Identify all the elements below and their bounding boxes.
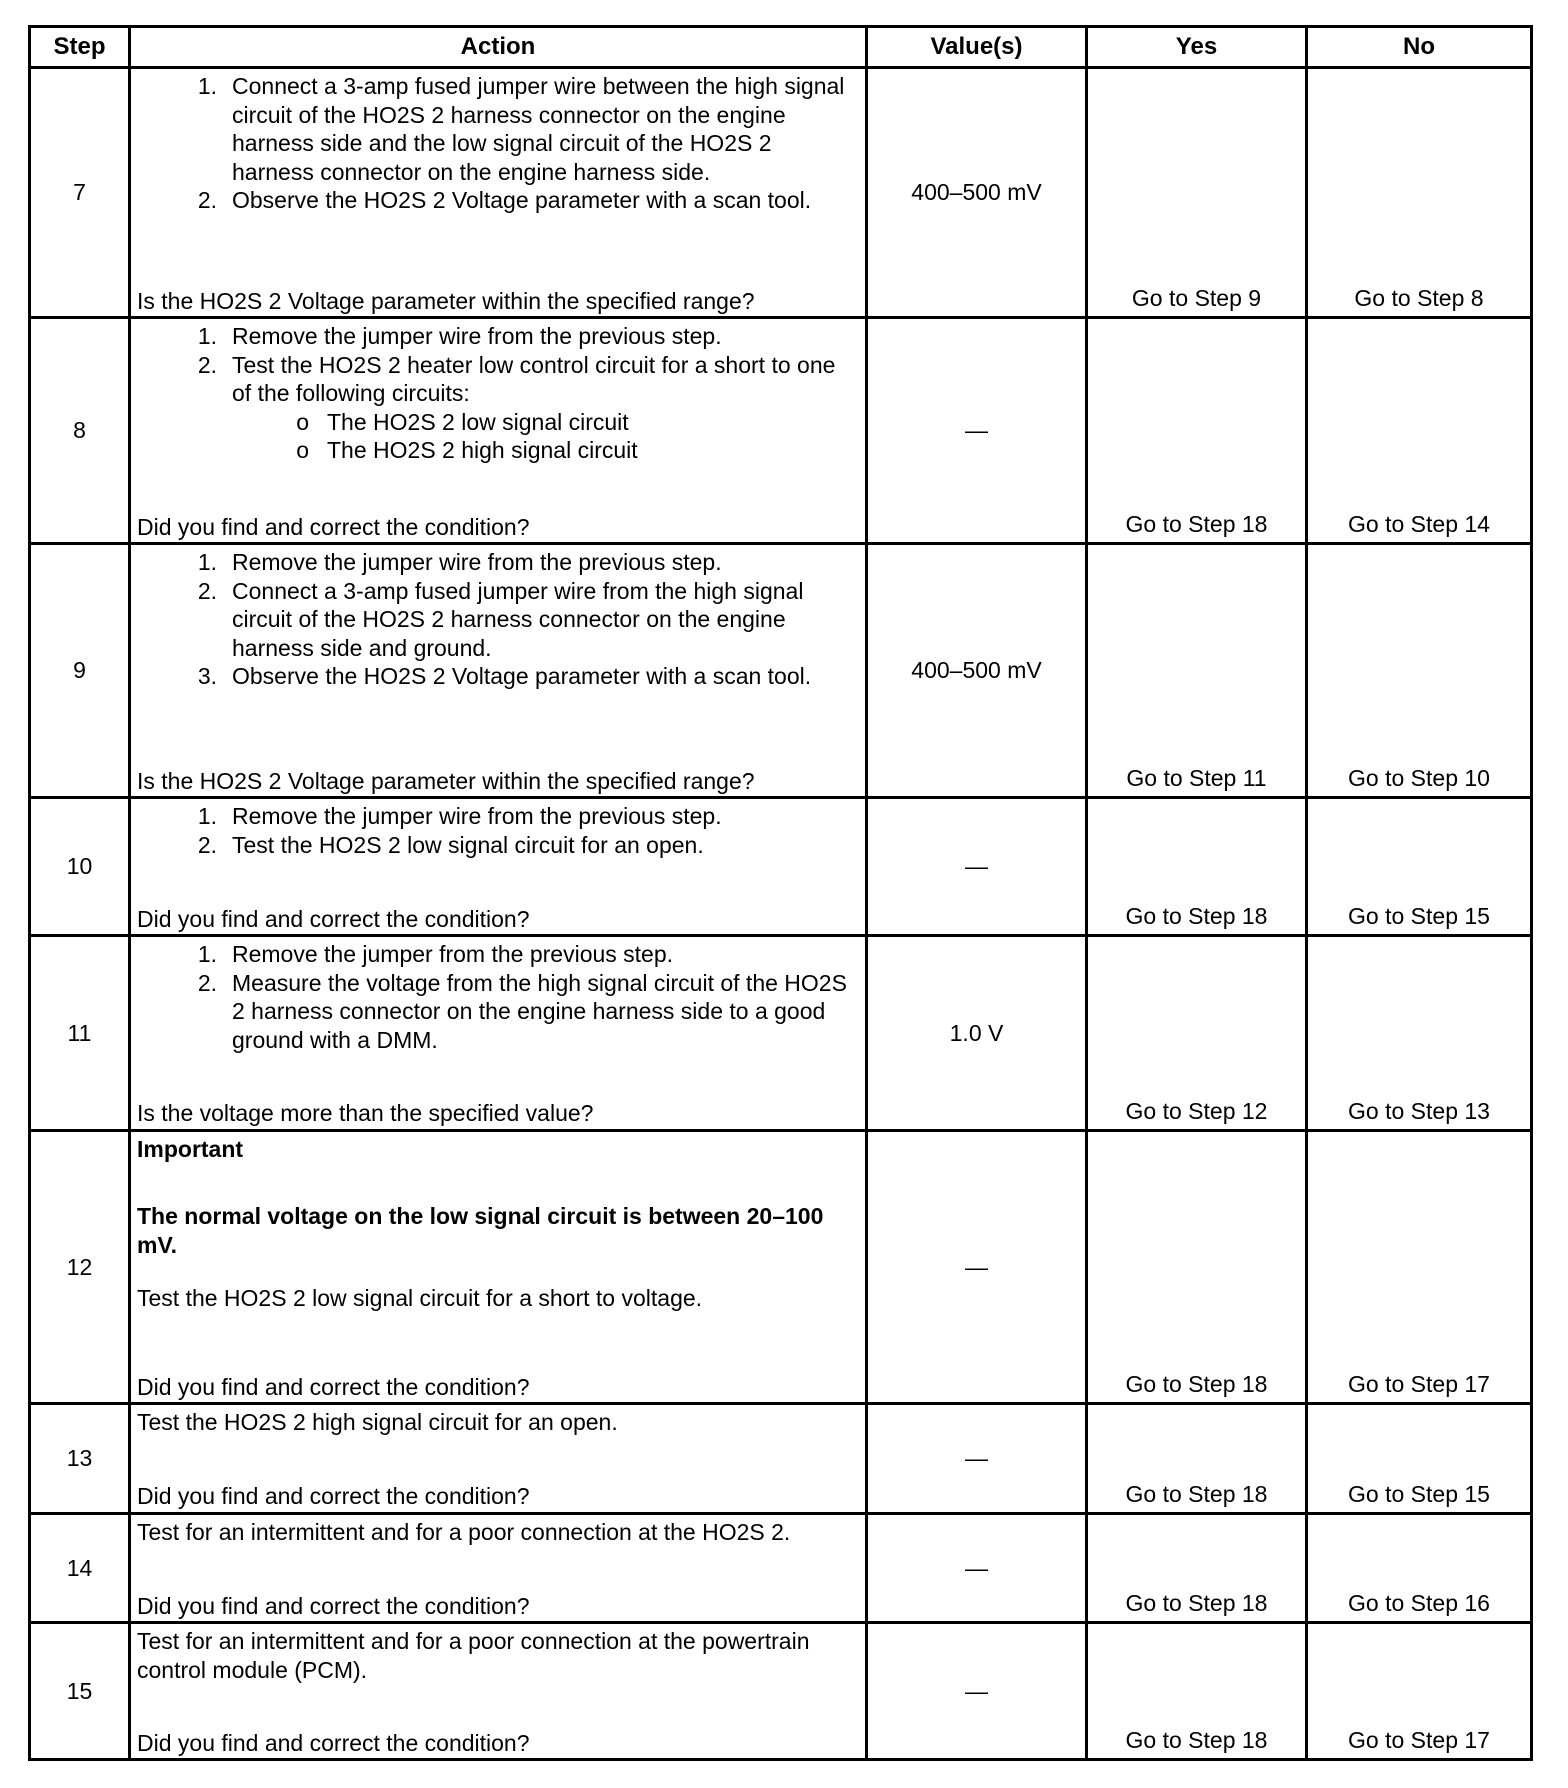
yes-cell: Go to Step 18 — [1087, 318, 1307, 544]
action-text: Test the HO2S 2 low signal circuit for a short to voltage. — [137, 1285, 703, 1312]
action-item: 2. Test the HO2S 2 low signal circuit for an open. — [197, 831, 704, 858]
value-cell: 400–500 mV — [867, 68, 1087, 318]
action-cell — [130, 1130, 867, 1403]
step-number: 13 — [30, 1404, 130, 1514]
diagnostic-table — [28, 25, 1533, 1761]
action-cell — [130, 68, 867, 318]
yes-cell: Go to Step 11 — [1087, 544, 1307, 798]
step-header: Step — [30, 27, 130, 68]
table-row — [30, 318, 1532, 544]
action-question: Is the HO2S 2 Voltage parameter within the specified range? — [137, 287, 755, 314]
no-cell: Go to Step 16 — [1307, 1513, 1532, 1623]
yes-cell: Go to Step 12 — [1087, 936, 1307, 1131]
action-item: 2. Observe the HO2S 2 Voltage parameter with a scan tool. — [197, 187, 812, 213]
yes-cell: Go to Step 18 — [1087, 798, 1307, 936]
important-label: Important — [137, 1135, 244, 1162]
step-number: 14 — [30, 1513, 130, 1623]
step-number: 12 — [30, 1130, 130, 1403]
action-text: Test the HO2S 2 high signal circuit for an open. — [137, 1409, 618, 1436]
action-cell — [130, 936, 867, 1131]
no-header: No — [1307, 27, 1532, 68]
action-cell — [130, 798, 867, 936]
no-cell: Go to Step 15 — [1307, 798, 1532, 936]
step-number: 9 — [30, 544, 130, 798]
value-cell: — — [867, 1404, 1087, 1514]
action-item: 2. Measure the voltage from the high signal circuit of the HO2S 2 harness connector on the engine harness side to a good ground with a DMM. — [197, 969, 847, 1053]
table-row — [30, 1513, 1532, 1623]
value-cell: — — [867, 1623, 1087, 1760]
action-question: Is the voltage more than the specified value? — [137, 1100, 594, 1127]
no-cell: Go to Step 8 — [1307, 68, 1532, 318]
table-row — [30, 936, 1532, 1131]
no-cell: Go to Step 10 — [1307, 544, 1532, 798]
step-number: 15 — [30, 1623, 130, 1760]
values-header: Value(s) — [867, 27, 1087, 68]
header-row — [30, 27, 1532, 68]
action-header: Action — [130, 27, 867, 68]
action-item: 1. Remove the jumper wire from the previous step. — [197, 323, 722, 350]
action-item: 2. Connect a 3-amp fused jumper wire from the high signal circuit of the HO2S 2 harness connector on the engine harness side and ground. — [197, 577, 804, 661]
action-text: Test for an intermittent and for a poor connection at the powertrain control module (PCM). — [137, 1628, 810, 1683]
no-cell: Go to Step 13 — [1307, 936, 1532, 1131]
table-row — [30, 1404, 1532, 1514]
value-cell: 1.0 V — [867, 936, 1087, 1131]
action-text: Test for an intermittent and for a poor connection at the HO2S 2. — [137, 1518, 791, 1545]
action-item: 1. Remove the jumper wire from the previous step. — [197, 549, 722, 576]
value-cell: — — [867, 798, 1087, 936]
action-question: Did you find and correct the condition? — [137, 1592, 530, 1619]
table-row — [30, 1623, 1532, 1760]
action-question: Did you find and correct the condition? — [137, 905, 530, 932]
yes-cell: Go to Step 9 — [1087, 68, 1307, 318]
step-number: 8 — [30, 318, 130, 544]
table-row — [30, 1130, 1532, 1403]
action-question: Did you find and correct the condition? — [137, 513, 530, 540]
value-cell: — — [867, 318, 1087, 544]
table-row — [30, 544, 1532, 798]
action-item: 1. Connect a 3-amp fused jumper wire between the high signal circuit of the HO2S 2 harness connector on the engine harness side and the low signal circuit of the HO2S 2 harness connector on the engine harness side. — [197, 73, 845, 185]
sub-item: o The HO2S 2 high signal circuit — [296, 437, 638, 464]
no-cell: Go to Step 14 — [1307, 318, 1532, 544]
sub-item: o The HO2S 2 low signal circuit — [296, 408, 629, 435]
table-row — [30, 68, 1532, 318]
no-cell: Go to Step 17 — [1307, 1130, 1532, 1403]
action-question: Did you find and correct the condition? — [137, 1483, 530, 1510]
action-cell — [130, 544, 867, 798]
yes-cell: Go to Step 18 — [1087, 1513, 1307, 1623]
action-item: 1. Remove the jumper from the previous step. — [197, 941, 674, 968]
action-cell — [130, 1513, 867, 1623]
step-number: 7 — [30, 68, 130, 318]
no-cell: Go to Step 17 — [1307, 1623, 1532, 1760]
step-number: 11 — [30, 936, 130, 1131]
table-row — [30, 798, 1532, 936]
action-question: Is the HO2S 2 Voltage parameter within the specified range? — [137, 767, 755, 794]
yes-cell: Go to Step 18 — [1087, 1404, 1307, 1514]
value-cell: — — [867, 1130, 1087, 1403]
action-cell — [130, 318, 867, 544]
action-item: 3. Observe the HO2S 2 Voltage parameter with a scan tool. — [197, 663, 812, 690]
no-cell: Go to Step 15 — [1307, 1404, 1532, 1514]
yes-cell: Go to Step 18 — [1087, 1130, 1307, 1403]
step-number: 10 — [30, 798, 130, 936]
important-note: The normal voltage on the low signal circuit is between 20–100 mV. — [137, 1203, 824, 1258]
value-cell: — — [867, 1513, 1087, 1623]
action-cell — [130, 1404, 867, 1514]
action-question: Did you find and correct the condition? — [137, 1373, 530, 1400]
action-question: Did you find and correct the condition? — [137, 1729, 530, 1756]
action-item: 2. Test the HO2S 2 heater low control circuit for a short to one of the following circuits: — [197, 351, 836, 407]
value-cell: 400–500 mV — [867, 544, 1087, 798]
action-item: 1. Remove the jumper wire from the previous step. — [197, 803, 722, 830]
yes-header: Yes — [1087, 27, 1307, 68]
yes-cell: Go to Step 18 — [1087, 1623, 1307, 1760]
action-cell — [130, 1623, 867, 1760]
